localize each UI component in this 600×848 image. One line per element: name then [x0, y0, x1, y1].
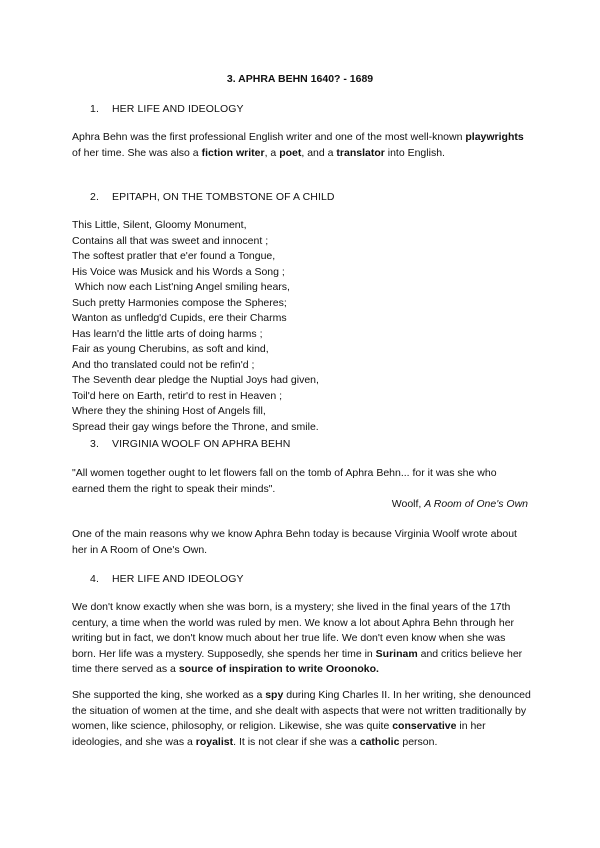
poem-line: Toil'd here on Earth, retir'd to rest in Heaven ; [72, 389, 283, 402]
poem-line: The softest pratler that e'er found a Tongue, [72, 250, 276, 262]
poem-line: Such pretty Harmonies compose the Spheres; [72, 296, 287, 309]
intro-bold-translator: translator [336, 146, 385, 159]
poem-line: Wanton as unfledg'd Cupids, ere their Charms [72, 312, 287, 324]
poem-line: Has learn'd the little arts of doing harms ; [72, 327, 263, 340]
politics-bold-spy: spy [265, 689, 284, 701]
intro-bold-fiction-writer: fiction writer [201, 146, 265, 159]
section-heading-3 [90, 437, 290, 453]
section-label: EPITAPH, ON THE TOMBSTONE OF A CHILD [112, 191, 335, 203]
poem-line: Fair as young Cherubins, as soft and kind, [72, 343, 269, 355]
section-label: HER LIFE AND IDEOLOGY [112, 103, 244, 115]
section-heading-4 [90, 572, 244, 588]
intro-text-3: , a [264, 146, 280, 159]
quote-citation [392, 497, 528, 513]
politics-text-5: person. [399, 735, 438, 748]
politics-text-3: in her ideologies, and she was a [72, 720, 486, 748]
poem-line: And tho translated could not be refin'd ; [72, 358, 255, 371]
citation-work: A Room of One's Own [424, 498, 528, 510]
woolf-note-paragraph: One of the main reasons why we know Aphra Behn today is because Virginia Woolf wrote about her in A Room of One's Own. [72, 528, 517, 556]
section-label: HER LIFE AND IDEOLOGY [112, 573, 244, 585]
section-heading-2 [90, 190, 335, 206]
politics-text-4: . It is not clear if she was a [233, 735, 360, 748]
poem-line: Where they the shining Host of Angels fill, [72, 405, 266, 417]
politics-text-2: during King Charles II. In her writing, she denounced the situation of women at the time, and she dealt with aspects that were not written traditionally by women, like science, philosophy, or religion. Likewise, she was quite [72, 689, 531, 732]
life-paragraph [72, 600, 532, 678]
intro-text-4: , and a [301, 146, 337, 159]
intro-text-5: into English. [384, 146, 445, 159]
politics-text-1: She supported the king, she worked as a [72, 689, 266, 701]
poem-line: Contains all that was sweet and innocent ; [72, 234, 269, 247]
section-number: 3. [90, 438, 99, 450]
life-text-2: and critics believe her time there served as a [72, 647, 523, 675]
life-bold-oroonoko: source of inspiration to write Oroonoko. [178, 663, 379, 675]
poem-line: Spread their gay wings before the Throne, and smile. [72, 420, 319, 433]
politics-bold-catholic: catholic [359, 735, 400, 748]
intro-bold-poet: poet [279, 146, 302, 159]
section-number: 2. [90, 191, 99, 203]
life-bold-surinam: Surinam [375, 647, 418, 660]
poem-line: This Little, Silent, Gloomy Monument, [72, 219, 247, 231]
intro-text-1: Aphra Behn was the first professional English writer and one of the most well-known [72, 131, 466, 143]
epitaph-poem [72, 218, 532, 435]
page-title: 3. APHRA BEHN 1640? - 1689 [226, 73, 374, 85]
politics-bold-royalist: royalist [195, 735, 234, 748]
woolf-quote: "All women together ought to let flowers fall on the tomb of Aphra Behn... for it was she who earned them the right to speak their minds". [72, 467, 497, 495]
poem-line: Which now each List'ning Angel smiling hears, [72, 281, 290, 293]
life-text-1: We don't know exactly when she was born, is a mystery; she lived in the final years of the 17th century, a time when the world was ruled by men. We know a lot about Aphra Behn through her writing but in fact, we don't know much about her true life. We don't even know when she was born. Her life was a mystery. Supposedly, she spends her time in [72, 601, 515, 660]
citation-author: Woolf, [391, 498, 425, 510]
section-heading-1 [90, 102, 244, 118]
intro-bold-playwrights: playwrights [465, 131, 524, 143]
intro-text-2: of her time. She was also a [72, 146, 202, 159]
politics-bold-conservative: conservative [392, 720, 457, 732]
poem-line: His Voice was Musick and his Words a Song ; [72, 265, 285, 278]
section-number: 4. [90, 573, 99, 585]
poem-line: The Seventh dear pledge the Nuptial Joys had given, [72, 374, 319, 386]
section-number: 1. [90, 103, 99, 115]
politics-paragraph [72, 688, 532, 750]
section-label: VIRGINIA WOOLF ON APHRA BEHN [112, 438, 291, 450]
intro-paragraph [72, 130, 532, 161]
